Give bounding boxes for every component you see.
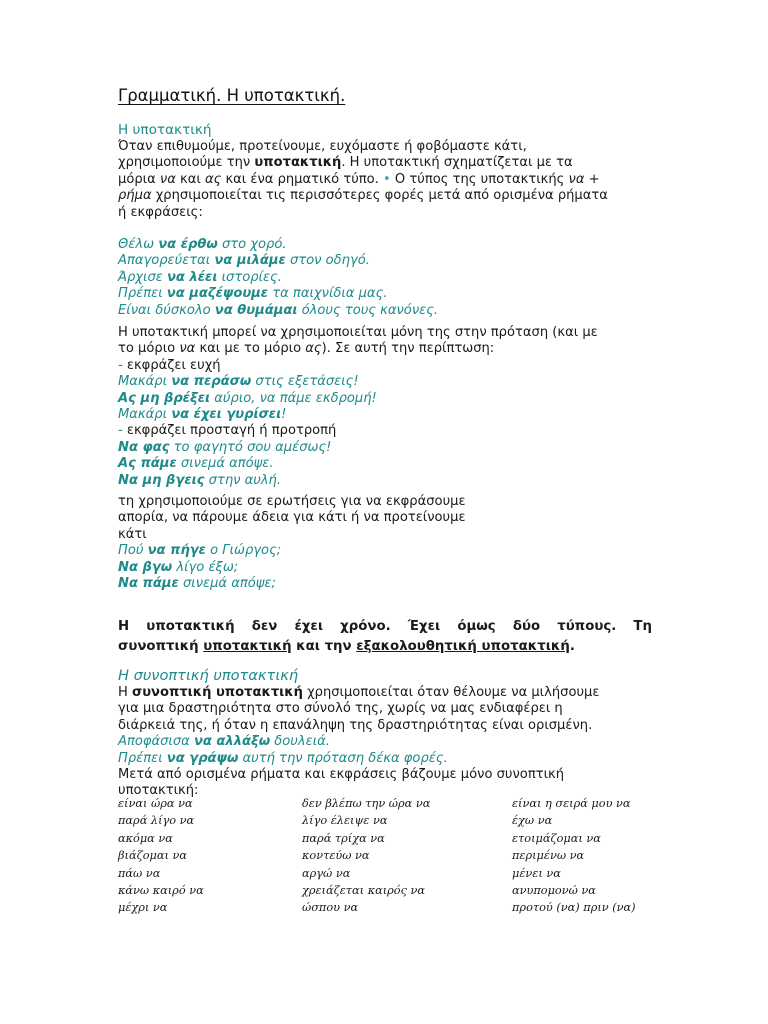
text-run: Μακάρι: [118, 374, 172, 390]
text-line: [118, 718, 658, 734]
text-run: να πήγε: [147, 543, 206, 559]
text-line: [118, 423, 658, 439]
text-run: Πού: [118, 543, 148, 559]
text-line: [118, 543, 658, 559]
text-run: Να βγω: [118, 559, 173, 575]
text-run: δουλειά.: [270, 734, 330, 750]
text-run: Ας μη βρέξει: [118, 390, 211, 406]
text-run: σινεμά απόψε.: [176, 456, 274, 472]
text-run: να μαζέψουμε: [166, 286, 269, 302]
text-line: [118, 767, 658, 783]
text-line: [118, 494, 658, 510]
phrase-cell: κάνω καιρό να: [118, 883, 204, 897]
text-line: [118, 391, 658, 407]
text-run: και την: [291, 639, 357, 654]
phrase-cell: προτού (να) πριν (να): [512, 901, 636, 915]
phrase-cell: έχω να: [512, 814, 553, 828]
text-run: στην αυλή.: [204, 472, 282, 488]
word: όμως: [457, 619, 496, 634]
text-run: Όταν επιθυμούμε, προτείνουμε, ευχόμαστε ή φοβόμαστε κάτι,: [118, 139, 527, 154]
text-run: στον οδηγό.: [285, 253, 370, 269]
text-run: συνοπτική υποτακτική: [132, 685, 303, 700]
text-run: για μια δραστηριότητα στο σύνολό της, χωρίς να μας ενδιαφέρει η: [118, 701, 563, 717]
text-run: απορία, να πάρουμε άδεια για κάτι ή να προτείνουμε: [118, 510, 466, 526]
text-run: το φαγητό σου αμέσως!: [169, 439, 332, 455]
text-run: •: [383, 171, 391, 187]
text-run: υποτακτική: [254, 155, 342, 171]
word: Τη: [633, 619, 652, 634]
phrase-cell: δεν βλέπω την ώρα να: [302, 797, 431, 810]
phrase-cell: ανυπομονώ να: [512, 883, 596, 897]
phrase-cell: παρά τρίχα να: [302, 831, 385, 845]
text-run: -: [118, 423, 127, 439]
text-line: [118, 560, 658, 576]
text-line: [118, 751, 658, 767]
text-run: εξακολουθητική υποτακτική: [356, 639, 570, 654]
text-run: Άρχισε: [118, 269, 167, 285]
text-run: Η: [118, 685, 133, 700]
text-run: χρησιμοποιείται τις περισσότερες φορές μετά από ορισμένα ρήματα: [151, 188, 608, 204]
phrase-cell: αργώ να: [302, 866, 351, 880]
text-run: .: [569, 639, 575, 654]
text-run: Μακάρι: [118, 407, 172, 423]
text-line: [118, 527, 658, 543]
text-line: [118, 473, 658, 489]
text-run: ο Γιώργος;: [205, 543, 282, 559]
text-run: να: [179, 341, 196, 357]
text-line: [118, 253, 658, 269]
text-run: να μιλάμε: [214, 253, 286, 269]
text-run: μόρια: [118, 171, 160, 187]
text-run: ας: [204, 171, 222, 187]
text-run: να έρθω: [158, 237, 218, 253]
phrase-cell: βιάζομαι να: [118, 849, 188, 863]
phrase-cell: χρειάζεται καιρός να: [302, 883, 426, 897]
text-run: και: [175, 171, 205, 187]
text-run: στις εξετάσεις!: [251, 374, 359, 390]
phrase-cell: λίγο έλειψε να: [302, 814, 388, 828]
example-list: [118, 237, 658, 319]
text-run: τη χρησιμοποιούμε σε ερωτήσεις για να εκφράσουμε: [118, 494, 466, 509]
text-line: [118, 341, 658, 357]
text-run: Θέλω: [118, 237, 159, 253]
text-run: Να πάμε: [118, 576, 179, 592]
text-run: τα παιχνίδια μας.: [268, 286, 388, 302]
text-run: Μετά από ορισμένα ρήματα και εκφράσεις βάζουμε μόνο συνοπτική: [118, 767, 565, 783]
text-line: [118, 374, 658, 390]
phrase-row: [118, 832, 678, 849]
text-line: [118, 358, 658, 374]
text-run: Ας πάμε: [118, 456, 177, 472]
section-standalone-use: [118, 325, 658, 489]
phrase-cell: περιμένω να: [512, 849, 585, 863]
text-run: συνοπτική: [118, 639, 204, 654]
word: Η: [118, 619, 130, 634]
text-line: [118, 734, 658, 750]
phrase-cell: παρά λίγο να: [118, 814, 195, 828]
text-run: Να φας: [118, 439, 170, 455]
text-run: εκφράζει ευχή: [126, 357, 221, 373]
text-run: να: [159, 171, 176, 187]
text-line: [118, 270, 658, 286]
text-line: [118, 172, 658, 188]
phrase-cell: είναι η σειρά μου να: [512, 797, 631, 810]
text-run: να έχει γυρίσει: [171, 407, 282, 423]
text-run: κάτι: [118, 526, 147, 542]
text-run: Πρέπει: [118, 750, 167, 766]
section-questions: [118, 494, 658, 592]
text-line: [118, 286, 658, 302]
text-run: Απαγορεύεται: [118, 253, 215, 269]
text-run: ας: [305, 341, 322, 357]
text-line: [118, 510, 658, 526]
phrase-cell: ώσπου να: [302, 901, 359, 915]
text-line: [118, 576, 658, 592]
phrase-row: [118, 797, 678, 814]
text-line: [118, 407, 658, 423]
text-line: [118, 325, 658, 341]
text-run: σινεμά απόψε;: [178, 576, 276, 592]
phrase-cell: είναι ώρα να: [118, 797, 193, 810]
text-run: αύριο, να πάμε εκδρομή!: [210, 390, 377, 406]
text-line: [118, 237, 658, 253]
text-run: να θυμάμαι: [214, 302, 298, 318]
text-run: ). Σε αυτή την περίπτωση:: [321, 341, 495, 357]
text-run: Αποφάσισα: [118, 734, 194, 750]
text-run: και με το μόριο: [195, 341, 306, 357]
word: Έχει: [407, 619, 441, 634]
text-run: στο χορό.: [217, 237, 287, 253]
text-line: [118, 155, 658, 171]
section-tenses-note: [118, 617, 658, 657]
text-run: να αλλάξω: [193, 734, 271, 750]
section-perfective: [118, 667, 658, 800]
text-line: [118, 701, 658, 717]
text-run: Η υποτακτική μπορεί να χρησιμοποιείται μόνη της στην πρόταση (και με: [118, 325, 598, 340]
phrase-cell: ετοιμάζομαι να: [512, 831, 601, 845]
phrase-row: [118, 814, 678, 831]
text-run: υποτακτική: [203, 639, 292, 654]
text-line: [118, 188, 658, 204]
phrase-cell: κοντεύω να: [302, 849, 370, 863]
phrase-grid: [118, 797, 678, 919]
text-run: -: [118, 357, 127, 373]
justified-line: [118, 617, 652, 637]
text-run: Είναι δύσκολο: [118, 302, 215, 318]
text-run: διάρκειά της, ή όταν η επανάληψη της δραστηριότητας είναι ορισμένη.: [118, 717, 593, 733]
page-title: Γραμματική. Η υποτακτική.: [118, 86, 346, 105]
text-run: να +: [568, 171, 600, 187]
text-run: να γράψω: [166, 750, 239, 766]
text-line: [118, 139, 658, 155]
word: έχει: [294, 619, 324, 634]
text-run: όλους τους κανόνες.: [297, 302, 439, 318]
word: δύο: [512, 619, 541, 634]
text-run: ιστορίες.: [217, 269, 282, 285]
section-heading: Η υποτακτική: [118, 122, 212, 138]
perfective-paragraph: [118, 685, 658, 800]
text-run: ρήμα: [118, 188, 152, 204]
word: υποτακτική: [146, 619, 235, 634]
text-line: [118, 685, 658, 701]
text-run: !: [281, 407, 287, 423]
phrase-row: [118, 884, 678, 901]
text-run: Να μη βγεις: [118, 472, 205, 488]
text-line: [118, 205, 658, 221]
word: δεν: [251, 619, 278, 634]
phrase-cell: μένει να: [512, 866, 561, 880]
section-subjunctive-intro: [118, 121, 658, 319]
text-run: ή εκφράσεις:: [118, 204, 203, 220]
text-line: [118, 303, 658, 319]
text-run: εκφράζει προσταγή ή προτροπή: [126, 423, 337, 439]
tenses-line: [118, 637, 658, 657]
intro-paragraph: [118, 139, 658, 221]
phrase-cell: μέχρι να: [118, 901, 168, 915]
text-run: αυτή την πρόταση δέκα φορές.: [238, 750, 448, 766]
phrase-cell: ακόμα να: [118, 831, 173, 845]
text-line: [118, 440, 658, 456]
text-run: . Η υποτακτική σχηματίζεται με τα: [341, 155, 573, 171]
phrase-row: [118, 867, 678, 884]
text-run: χρησιμοποιείται όταν θέλουμε να μιλήσουμε: [302, 685, 600, 700]
text-run: το μόριο: [118, 341, 180, 357]
text-line: [118, 456, 658, 472]
text-run: Πρέπει: [118, 286, 167, 302]
phrase-cell: πάω να: [118, 866, 161, 880]
text-run: υποτακτική:: [118, 783, 199, 799]
text-run: να λέει: [167, 269, 218, 285]
word: τύπους.: [557, 619, 617, 634]
phrase-row: [118, 901, 678, 918]
text-run: Ο τύπος της υποτακτικής: [390, 171, 569, 187]
section-heading-perfective: Η συνοπτική υποτακτική: [118, 667, 299, 684]
word: χρόνο.: [340, 619, 391, 634]
text-run: χρησιμοποιούμε την: [118, 155, 255, 171]
text-run: και ένα ρηματικό τύπο.: [221, 171, 384, 187]
text-run: λίγο έξω;: [172, 559, 239, 575]
text-run: να περάσω: [171, 374, 252, 390]
phrase-row: [118, 849, 678, 866]
